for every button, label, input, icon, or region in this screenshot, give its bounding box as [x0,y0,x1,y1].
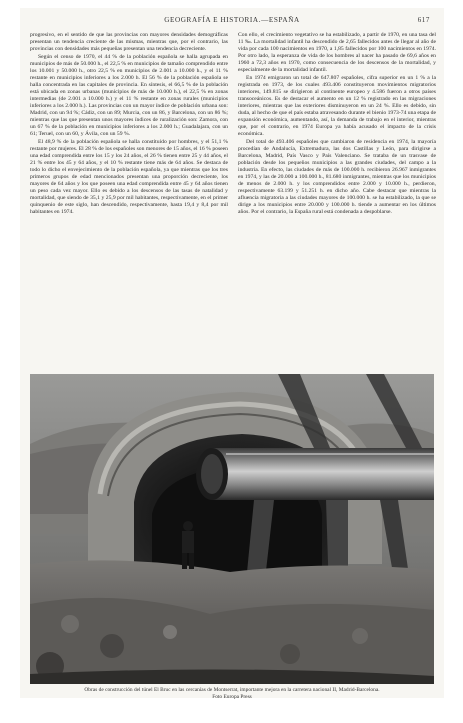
paragraph: Del total de 493.406 españoles que cambiaron de residencia en 1974, la mayoría procedían de Andalucía, Extremadura, las dos Castillas y León, para dirigirse a Barcelona, Madrid, País Vasco y País Valenciano. Se trataba de un trasvase de población desde los pequeños municipios a las grandes ciudades, del campo a la industria. En efecto, las ciudades de más de 100.000 h. recibieron 26.967 inmigrantes en 1974, y las de 20.000 a 100.000 h., 81.680 inmigrantes, mientras que los municipios de menos de 2.000 h. y los comprendidos entre 2.000 y 10.000 h., perdieron, respectivamente 63.199 y 51.251 h. en dicho año. Cabe destacar que mientras la afluencia migratoria a las ciudades mayores de 100.000 h. se ha estabilizado, la que se dirige a los municipios entre 20.000 y 100.000 h. tiende a aumentar en los últimos años. Por el contrario, la España rural está condenada a despoblarse. [238,138,436,216]
running-header [20,16,444,30]
page-sheet [20,8,444,698]
paragraph: Según el censo de 1970, el 44 % de la población española se halla agrupada en municipios de más de 50.000 h., el 22,5 % en municipios de tamaño comprendido entre los 10.001 y 50.000 h., otro 22,5 % en municipios de 2.001 a 10.000 h., y el 11 % restante en municipios inferiores a los 2.000 h. El 56 % de la población española se halla concentrada en las capitales de provincia. En síntesis, el 66,5 % de la población está ubicada en zonas urbanas (municipios de más de 10.000 h.), el 22,5 % en zonas intermedias (de 2.001 a 10.000 h.) y el 11 % restante en zonas rurales (municipios inferiores a los 2.000 h.). Las provincias con un mayor índice de población urbana son: Madrid, con un 94 %; Cádiz, con un 89; Murcia, con un 86, y Barcelona, con un 86 %; mientras que las que presentan unos mayores índices de ruralización son: Zamora, con un 67 % de la población en municipios inferiores a los 2.000 h.; Guadalajara, con un 61; Teruel, con un 60, y Ávila, con un 59 %. [30,53,228,138]
page-number: 617 [417,16,430,24]
paragraph: En 1974 emigraron un total de 647.807 españoles, cifra superior en un 1 % a la registrada en 1973, de los cuales 493.406 constituyeron movimientos migratorios interiores, 149.815 se dirigieron al continente europeo y 4.586 fueron a otros países transoceánicos. Es de destacar el aumento en un 12 % registrado en las migraciones interiores, mientras que las exteriores disminuyeron en un 24 %. Ello es debido, sin duda, al hecho de que el país estaba atravesando durante el bienio 1973-74 una etapa de expansión económica, aumentando, así, la demanda de trabajo en el interior, mientras que, por el contrario, en 1974 Europa ya había acusado el impacto de la crisis económica. [238,74,436,138]
photo-credit: Foto Europa Press [212,693,252,700]
paragraph: progresivo, en el sentido de que las provincias con mayores densidades demográficas presentan un tendencia creciente de las mismas, mientras que, por el contrario, las provincias con densidades más pequeñas presentan una tendencia decreciente. [30,32,228,53]
paragraph: Con ello, el crecimiento vegetativo se ha estabilizado, a partir de 1970, en una tasa del 11 ‰. La mortalidad infantil ha descendido de 2,65 fallecidos antes de llegar al año de vida por cada 100 nacimientos en 1970, a 1,85 fallecidos por 100 nacimientos en 1974. Por otro lado, la esperanza de vida de los hombres al nacer ha pasado de 69,6 años en 1960 a 72,3 años en 1970, como consecuencia de los descensos de la mortalidad, y especialmente de la mortalidad infantil. [238,32,436,74]
tunnel-construction-photo [30,374,434,684]
tunnel-photo-illustration [30,374,434,684]
paragraph: El 48,9 % de la población española se halla constituido por hombres, y el 51,1 % restante por mujeres. El 28 % de los españoles son menores de 15 años, el 16 % poseen una edad comprendida entre los 15 y los 24 años, el 26 % tienen entre 25 y 44 años, el 21 % entre los 45 y 64 años, y el 10 % restante tiene más de 64 años. Se destaca de todo lo dicho el envejecimiento de la población española, ya que mientras que los tres primeros grupos de edad mencionados presentan una proporción decreciente, los mayores de 64 años y los que poseen una edad comprendida entre 45 y 64 años tienen un peso cada vez mayor. Ello es debido a los descensos de las tasas de natalidad y mortalidad, que siendo de 35,1 y 25,9 por mil habitantes, respectivamente, en el primer quinquenio de este siglo, han descendido, respectivamente, hasta 19,4 y 8,4 por mil habitantes en 1974. [30,138,228,216]
left-text-column [30,32,228,217]
right-text-column [238,32,436,217]
photo-caption [60,687,404,701]
caption-text: Obras de construcción del túnel El Bruc en las cercanías de Montserrat, importante mejora en la carretera nacional II, Madrid-Barcelona. [84,687,380,693]
header-title: GEOGRAFÍA E HISTORIA.—ESPAÑA [164,16,300,24]
